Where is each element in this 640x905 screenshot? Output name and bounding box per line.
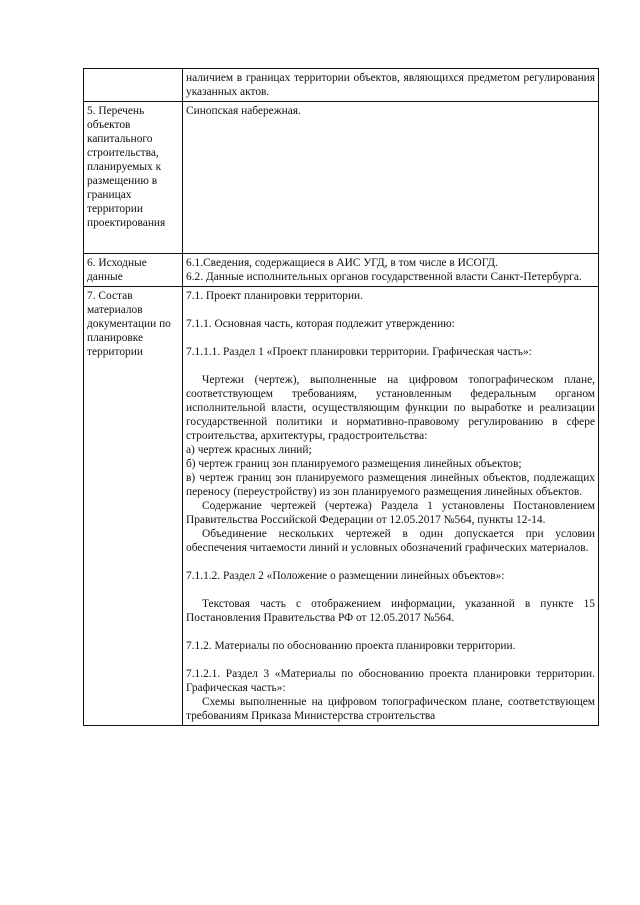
paragraph: Объединение нескольких чертежей в один допускается при условии обеспечения читаемости линий и условных обозначений графических материалов. [186, 528, 595, 554]
paragraph: 7.1. Проект планировки территории. [186, 290, 364, 302]
table-row [84, 102, 599, 254]
paragraph: 7.1.1.2. Раздел 2 «Положение о размещении линейных объектов»: [186, 570, 505, 582]
paragraph: Содержание чертежей (чертежа) Раздела 1 установлены Постановлением Правительства Российской Федерации от 12.05.2017 №564, пункты 12-14. [186, 500, 595, 526]
row-content-cell [183, 254, 599, 287]
list-item: б) чертеж границ зон планируемого размещения линейных объектов; [186, 458, 522, 470]
paragraph: Схемы выполненные на цифровом топографическом плане, соответствующем требованиям Приказа Министерства строительства [186, 696, 595, 722]
row-header-cell: 5. Перечень объектов капитального строительства, планируемых к размещению в границах территории проектирования [84, 102, 183, 254]
paragraph: 6.2. Данные исполнительных органов государственной власти Санкт-Петербурга. [186, 271, 582, 283]
row-content-cell [183, 69, 599, 102]
row-content-cell [183, 287, 599, 726]
list-item: а) чертеж красных линий; [186, 444, 312, 456]
row-header-cell [84, 69, 183, 102]
paragraph: Синопская набережная. [186, 105, 301, 117]
paragraph: наличием в границах территории объектов, являющихся предметом регулирования указанных актов. [186, 72, 595, 98]
row-content-cell [183, 102, 599, 254]
paragraph: 7.1.1.1. Раздел 1 «Проект планировки территории. Графическая часть»: [186, 346, 532, 358]
paragraph: Текстовая часть с отображением информации, указанной в пункте 15 Постановления Правительства РФ от 12.05.2017 №564. [186, 598, 595, 624]
table-row [84, 69, 599, 102]
paragraph: 6.1.Сведения, содержащиеся в АИС УГД, в том числе в ИСОГД. [186, 257, 498, 269]
paragraph: Чертежи (чертеж), выполненные на цифровом топографическом плане, соответствующем требованиям, установленным федеральным органом исполнительной власти, осуществляющим функции по выработке и реализации государственной политики и нормативно-правовому регулированию в сфере строительства, архитектуры, градостроительства: [186, 374, 595, 442]
row-header-cell: 7. Состав материалов документации по планировке территории [84, 287, 183, 726]
document-table [83, 68, 599, 726]
paragraph: 7.1.2. Материалы по обоснованию проекта планировки территории. [186, 640, 516, 652]
list-item: в) чертеж границ зон планируемого размещения линейных объектов, подлежащих переносу (переустройству) из зон планируемого размещения линейных объектов. [186, 472, 595, 498]
paragraph: 7.1.1. Основная часть, которая подлежит утверждению: [186, 318, 455, 330]
paragraph: 7.1.2.1. Раздел 3 «Материалы по обоснованию проекта планировки территории. Графическая часть»: [186, 668, 595, 694]
row-header-cell: 6. Исходные данные [84, 254, 183, 287]
table-row [84, 254, 599, 287]
table-row [84, 287, 599, 726]
